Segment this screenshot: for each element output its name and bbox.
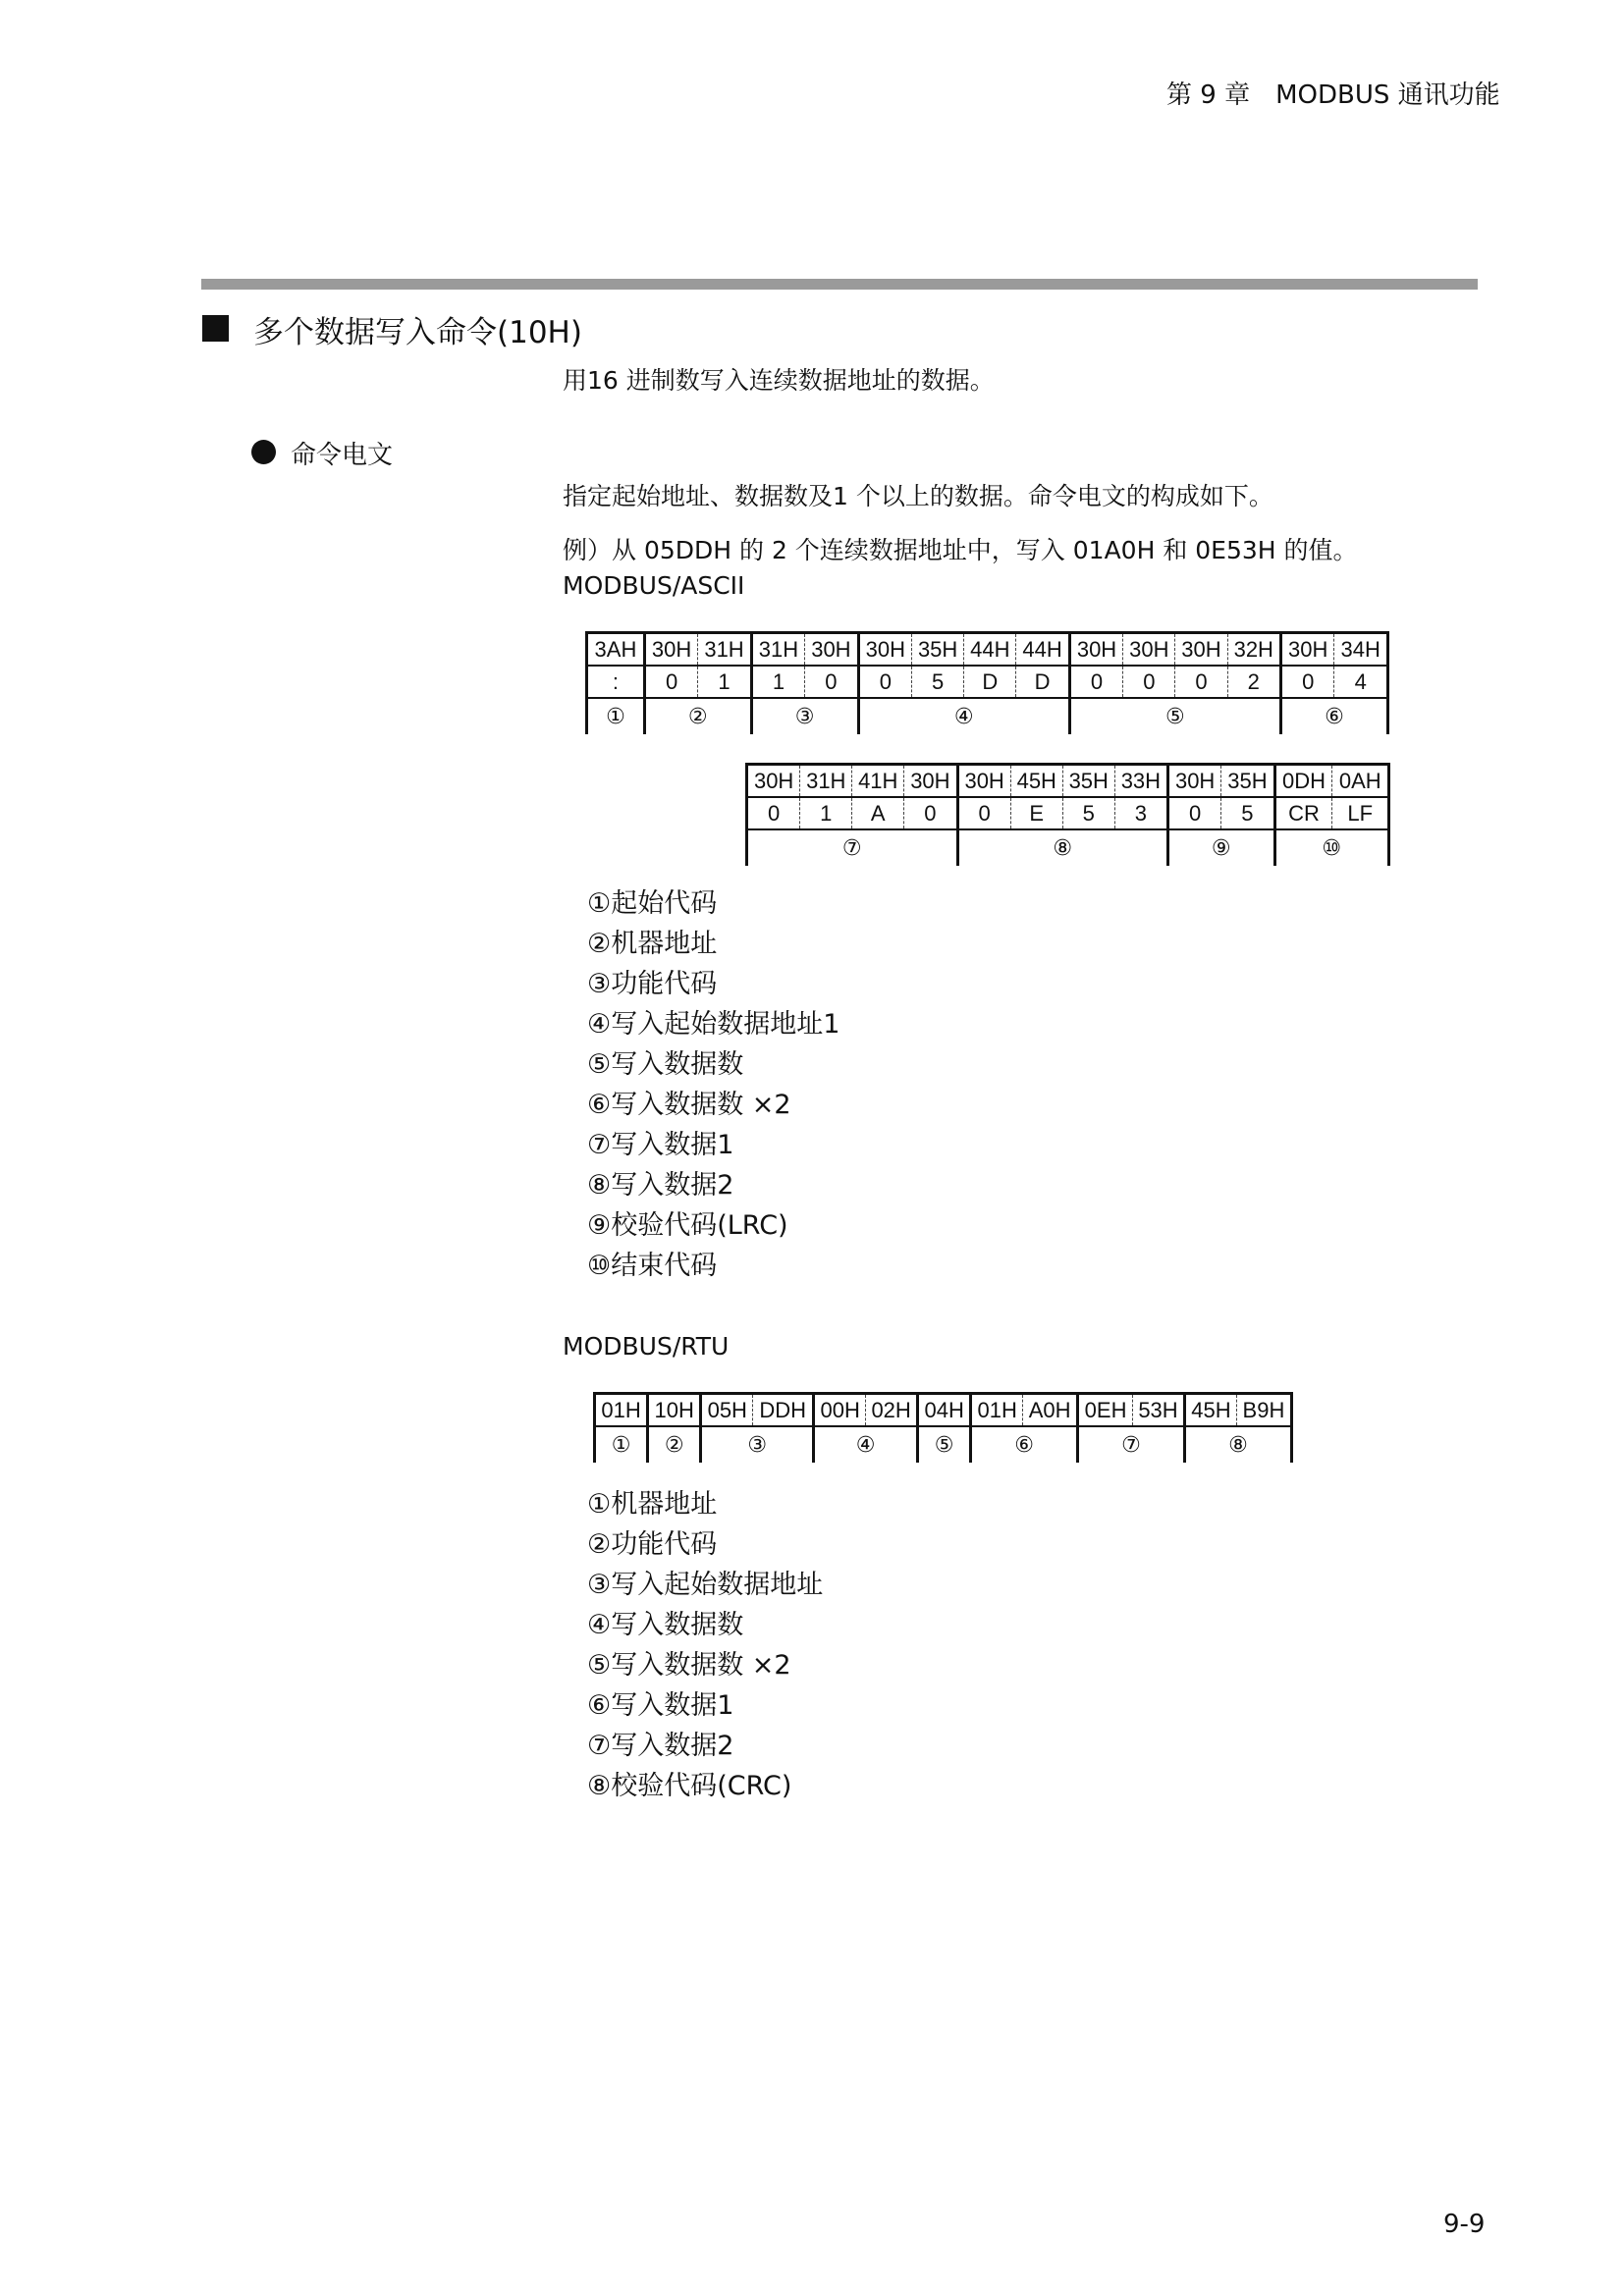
char-cell: 0 — [1168, 797, 1221, 829]
legend-item: ①起始代码 — [587, 888, 718, 919]
legend-item: ②机器地址 — [587, 929, 718, 959]
field-label: ⑦ — [747, 829, 958, 866]
char-cell: 0 — [858, 666, 911, 698]
char-cell: 4 — [1334, 666, 1388, 698]
hex-cell: B9H — [1236, 1394, 1291, 1427]
hex-cell: 02H — [866, 1394, 918, 1427]
hex-cell: 30H — [1069, 633, 1122, 667]
char-cell: 0 — [1123, 666, 1175, 698]
legend-item: ⑥写入数据1 — [587, 1690, 734, 1721]
field-label: ③ — [701, 1426, 814, 1463]
hex-row — [587, 633, 1388, 667]
char-cell: 1 — [698, 666, 751, 698]
hex-cell: 31H — [800, 765, 852, 798]
hex-cell: 01H — [595, 1394, 648, 1427]
char-cell: 5 — [912, 666, 964, 698]
char-row — [587, 666, 1388, 698]
hex-cell: 30H — [805, 633, 858, 667]
hex-cell: 34H — [1334, 633, 1388, 667]
hex-cell: 35H — [1062, 765, 1114, 798]
ascii-legend — [587, 883, 839, 1286]
char-cell: 0 — [904, 797, 957, 829]
hex-row — [595, 1394, 1292, 1427]
hex-cell: 45H — [1010, 765, 1062, 798]
circle-bullet-icon — [251, 440, 276, 464]
label-row — [747, 829, 1389, 866]
legend-item: ⑧校验代码(CRC) — [587, 1771, 792, 1801]
char-cell: LF — [1332, 797, 1389, 829]
char-cell: D — [1016, 666, 1069, 698]
char-cell: 0 — [747, 797, 800, 829]
legend-item: ③写入起始数据地址 — [587, 1570, 824, 1600]
hex-cell: 30H — [644, 633, 697, 667]
legend-item: ①机器地址 — [587, 1489, 718, 1520]
hex-cell: 35H — [912, 633, 964, 667]
legend-item: ⑤写入数据数 ×2 — [587, 1650, 791, 1681]
char-cell: 2 — [1227, 666, 1280, 698]
rtu-label: MODBUS/RTU — [563, 1332, 730, 1361]
char-cell: 3 — [1114, 797, 1167, 829]
hex-cell: 44H — [1016, 633, 1069, 667]
hex-cell: 44H — [964, 633, 1016, 667]
hex-cell: 31H — [698, 633, 751, 667]
page-number: 9-9 — [1443, 2210, 1486, 2239]
hex-cell: 41H — [852, 765, 904, 798]
hex-cell: 05H — [701, 1394, 753, 1427]
command-subtitle: 命令电文 — [291, 441, 394, 470]
legend-item: ②功能代码 — [587, 1529, 718, 1560]
command-description: 指定起始地址、数据数及1 个以上的数据。命令电文的构成如下。 — [563, 482, 1273, 510]
legend-item: ④写入起始数据地址1 — [587, 1009, 840, 1040]
field-label: ② — [644, 698, 751, 734]
hex-cell: 0DH — [1274, 765, 1332, 798]
char-cell: 1 — [800, 797, 852, 829]
ascii-frame-part1 — [585, 631, 1389, 734]
char-cell: 0 — [644, 666, 697, 698]
hex-cell: 30H — [1280, 633, 1333, 667]
hex-cell: 01H — [971, 1394, 1023, 1427]
section-title: 多个数据写入命令(10H) — [253, 315, 582, 350]
field-label: ⑧ — [957, 829, 1168, 866]
legend-item: ④写入数据数 — [587, 1610, 744, 1640]
label-row — [595, 1426, 1292, 1463]
example-text: 例）从 05DDH 的 2 个连续数据地址中，写入 01A0H 和 0E53H 的值。 — [563, 536, 1358, 564]
char-cell: 5 — [1062, 797, 1114, 829]
char-cell: CR — [1274, 797, 1332, 829]
rtu-legend — [587, 1484, 823, 1806]
legend-item: ⑥写入数据数 ×2 — [587, 1090, 791, 1120]
char-cell: 0 — [805, 666, 858, 698]
char-cell: E — [1010, 797, 1062, 829]
hex-cell: 30H — [1168, 765, 1221, 798]
hex-cell: 33H — [1114, 765, 1167, 798]
char-cell: 5 — [1221, 797, 1274, 829]
hex-cell: 35H — [1221, 765, 1274, 798]
legend-item: ⑤写入数据数 — [587, 1049, 744, 1080]
field-label: ⑧ — [1184, 1426, 1291, 1463]
char-row — [747, 797, 1389, 829]
char-cell: 0 — [957, 797, 1010, 829]
hex-cell: 04H — [918, 1394, 971, 1427]
hex-cell: 30H — [858, 633, 911, 667]
ascii-label: MODBUS/ASCII — [563, 571, 745, 600]
chapter-header: 第 9 章 MODBUS 通讯功能 — [1166, 80, 1500, 110]
field-label: ⑤ — [918, 1426, 971, 1463]
legend-item: ⑦写入数据1 — [587, 1130, 734, 1160]
section-rule — [201, 279, 1478, 290]
legend-item: ③功能代码 — [587, 969, 718, 999]
hex-row — [747, 765, 1389, 798]
field-label: ① — [587, 698, 645, 734]
legend-item: ⑩结束代码 — [587, 1251, 718, 1281]
field-label: ⑩ — [1274, 829, 1388, 866]
char-cell: D — [964, 666, 1016, 698]
field-label: ⑥ — [971, 1426, 1078, 1463]
field-label: ② — [648, 1426, 701, 1463]
ascii-frame-part2 — [745, 763, 1390, 866]
char-cell: 1 — [751, 666, 804, 698]
hex-cell: DDH — [753, 1394, 814, 1427]
field-label: ① — [595, 1426, 648, 1463]
field-label: ⑨ — [1168, 829, 1275, 866]
hex-cell: 30H — [904, 765, 957, 798]
hex-cell: 30H — [957, 765, 1010, 798]
hex-cell: 32H — [1227, 633, 1280, 667]
char-cell: 0 — [1069, 666, 1122, 698]
section-intro: 用16 进制数写入连续数据地址的数据。 — [563, 366, 995, 395]
hex-cell: 00H — [814, 1394, 866, 1427]
legend-item: ⑨校验代码(LRC) — [587, 1210, 788, 1241]
field-label: ⑤ — [1069, 698, 1280, 734]
rtu-frame — [593, 1392, 1293, 1463]
field-label: ④ — [814, 1426, 918, 1463]
hex-cell: A0H — [1023, 1394, 1078, 1427]
field-label: ③ — [751, 698, 858, 734]
hex-cell: 0AH — [1332, 765, 1389, 798]
field-label: ④ — [858, 698, 1069, 734]
legend-item: ⑧写入数据2 — [587, 1170, 734, 1201]
hex-cell: 53H — [1133, 1394, 1185, 1427]
hex-cell: 30H — [1123, 633, 1175, 667]
hex-cell: 45H — [1184, 1394, 1236, 1427]
field-label: ⑦ — [1078, 1426, 1185, 1463]
field-label: ⑥ — [1280, 698, 1387, 734]
hex-cell: 30H — [747, 765, 800, 798]
hex-cell: 0EH — [1078, 1394, 1133, 1427]
char-cell: A — [852, 797, 904, 829]
legend-item: ⑦写入数据2 — [587, 1731, 734, 1761]
hex-cell: 30H — [1175, 633, 1227, 667]
square-bullet-icon — [202, 315, 229, 342]
label-row — [587, 698, 1388, 734]
char-cell: : — [587, 666, 645, 698]
char-cell: 0 — [1280, 666, 1333, 698]
char-cell: 0 — [1175, 666, 1227, 698]
hex-cell: 31H — [751, 633, 804, 667]
hex-cell: 3AH — [587, 633, 645, 667]
hex-cell: 10H — [648, 1394, 701, 1427]
